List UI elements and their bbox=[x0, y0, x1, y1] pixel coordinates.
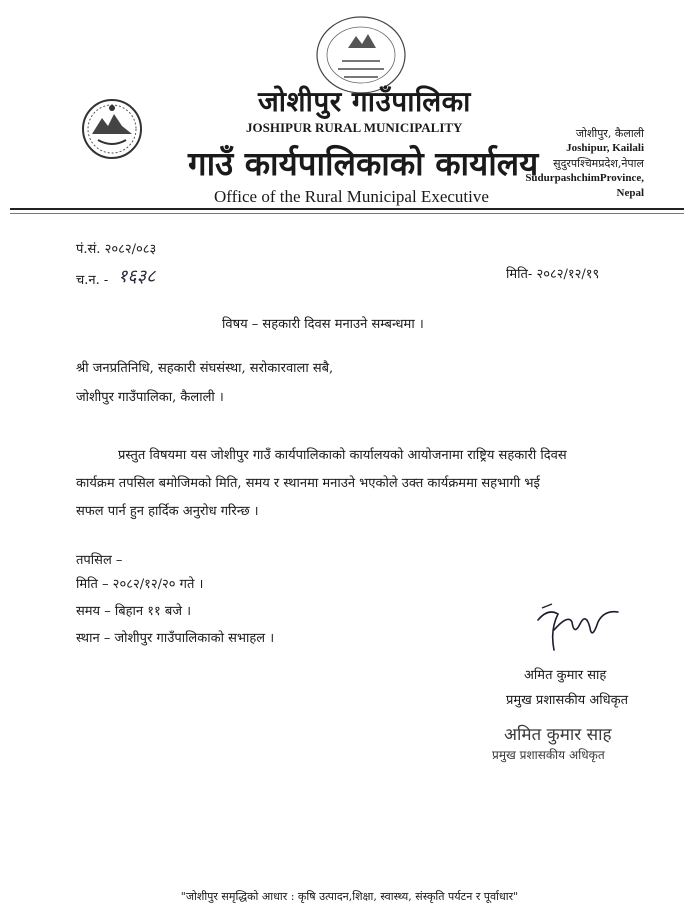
reference-number: पं.सं. २०८२/०८३ bbox=[76, 242, 157, 257]
office-name-english: Office of the Rural Municipal Executive bbox=[214, 187, 489, 206]
details-heading: तपसिल – bbox=[76, 553, 123, 568]
details-date: मिति – २०८२/१२/२० गते । bbox=[76, 577, 204, 592]
details-time: समय – बिहान ११ बजे । bbox=[76, 604, 192, 619]
address-line: Nepal bbox=[616, 187, 644, 199]
address-block bbox=[514, 126, 644, 201]
addressee-line: जोशीपुर गाउँपालिका, कैलाली । bbox=[76, 390, 224, 405]
subject-line: विषय – सहकारी दिवस मनाउने सम्बन्धमा । bbox=[222, 317, 424, 332]
dispatch-label: च.न. - bbox=[76, 273, 109, 288]
nepal-emblem-icon bbox=[80, 96, 144, 162]
addressee-line: श्री जनप्रतिनिधि, सहकारी संघसंस्था, सरोकारवाला सबै, bbox=[76, 361, 334, 376]
body-line: प्रस्तुत विषयमा यस जोशीपुर गाउँ कार्यपालिकाको कार्यालयको आयोजनामा राष्ट्रिय सहकारी दिवस bbox=[118, 448, 567, 463]
header-divider-thin bbox=[10, 213, 684, 214]
body-paragraph bbox=[76, 442, 686, 526]
office-name-nepali: गाउँ कार्यपालिकाको कार्यालय bbox=[188, 144, 539, 183]
address-line: जोशीपुर, कैलाली bbox=[575, 127, 644, 140]
address-line: सुदुरपश्चिमप्रदेश,नेपाल bbox=[553, 157, 644, 170]
body-line: सफल पार्न हुन हार्दिक अनुरोध गरिन्छ । bbox=[76, 504, 259, 519]
signature-icon bbox=[528, 600, 624, 660]
details-place: स्थान – जोशीपुर गाउँपालिकाको सभाहल । bbox=[76, 631, 275, 646]
municipality-name-nepali: जोशीपुर गाउँपालिका bbox=[258, 85, 471, 118]
signatory-stamp-name: अमित कुमार साह bbox=[504, 725, 612, 745]
signatory-name: अमित कुमार साह bbox=[524, 668, 607, 683]
municipality-name-english: JOSHIPUR RURAL MUNICIPALITY bbox=[246, 120, 463, 135]
body-line: कार्यक्रम तपसिल बमोजिमको मिति, समय र स्थानमा मनाउने भएकोले उक्त कार्यक्रममा सहभागी भई bbox=[76, 476, 540, 491]
signatory-title: प्रमुख प्रशासकीय अधिकृत bbox=[506, 693, 629, 708]
dispatch-number-handwritten: १६३८ bbox=[118, 266, 156, 287]
footer-slogan: "जोशीपुर समृद्धिको आधार : कृषि उत्पादन,शिक्षा, स्वास्थ्य, संस्कृति पर्यटन र पूर्वाधार" bbox=[180, 890, 519, 903]
address-line: Joshipur, Kailali bbox=[566, 142, 644, 154]
header-divider bbox=[10, 208, 684, 210]
letter-date: मिति- २०८२/१२/१९ bbox=[506, 267, 600, 282]
signatory-stamp-title: प्रमुख प्रशासकीय अधिकृत bbox=[492, 748, 605, 762]
address-line: SudurpashchimProvince, bbox=[525, 172, 644, 184]
